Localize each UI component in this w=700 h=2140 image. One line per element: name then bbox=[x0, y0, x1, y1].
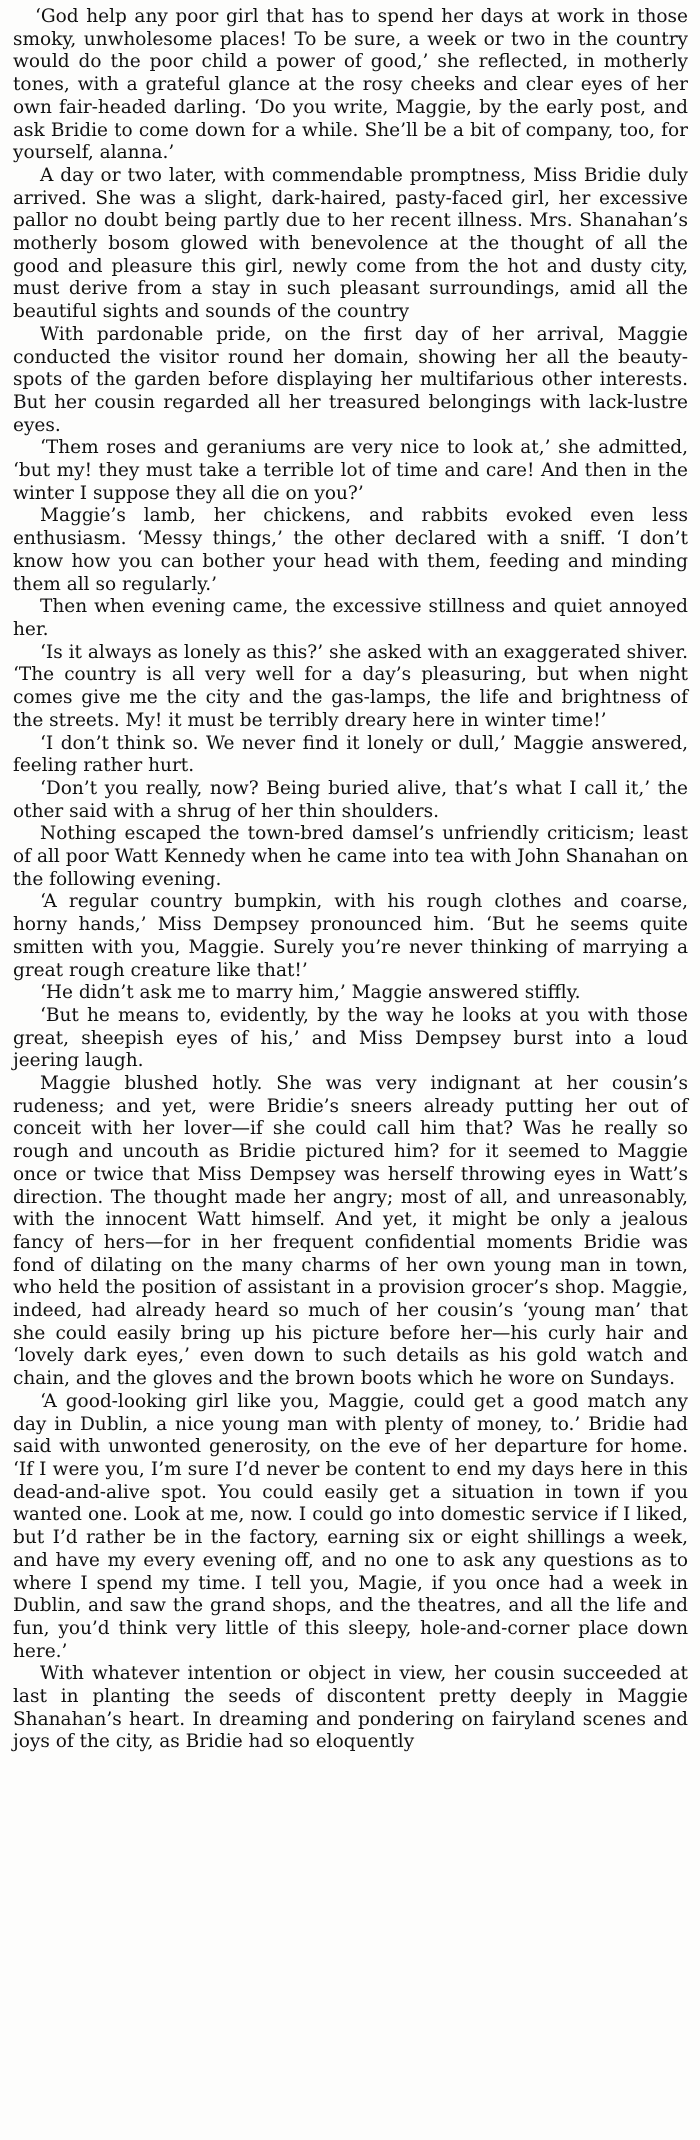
paragraph: ‘Don’t you really, now? Being buried alive, that’s what I call it,’ the other said with a shrug of her thin shoulders. bbox=[13, 777, 688, 822]
paragraph: Maggie’s lamb, her chickens, and rabbits evoked even less enthusiasm. ‘Messy things,’ the other declared with a sniff. ‘I don’t know how you can bother your head with them, feeding and minding them all so regularly.’ bbox=[13, 505, 688, 595]
paragraph: ‘I don’t think so. We never find it lonely or dull,’ Maggie answered, feeling rather hurt. bbox=[13, 732, 688, 777]
paragraph: Then when evening came, the excessive stillness and quiet annoyed her. bbox=[13, 596, 688, 640]
paragraph: ‘He didn’t ask me to marry him,’ Maggie answered stiffly. bbox=[40, 982, 581, 1004]
paragraph: ‘But he means to, evidently, by the way he looks at you with those great, sheepish eyes of his,’ and Miss Dempsey burst into a loud jeering laugh. bbox=[13, 1004, 688, 1072]
paragraph: With whatever intention or object in view, her cousin succeeded at last in planting the seeds of discontent pretty deeply in Maggie Shanahan’s heart. In dreaming and pondering on fairyland scenes and joys of the city, as Bridie had so eloquently bbox=[13, 1663, 688, 1753]
paragraph: ‘Them roses and geraniums are very nice to look at,’ she admitted, ‘but my! they must take a terrible lot of time and care! And then in the winter I suppose they all die on you?’ bbox=[13, 437, 688, 504]
text-column bbox=[13, 6, 688, 1754]
paragraph: Nothing escaped the town-bred damsel’s unfriendly criticism; least of all poor Watt Kennedy when he came into tea with John Shanahan on the following evening. bbox=[13, 823, 688, 890]
paragraph: Maggie blushed hotly. She was very indignant at her cousin’s rudeness; and yet, were Bridie’s sneers already putting her out of conceit with her lover—if she could call him that? Was he really so rough and uncouth as Bridie pictured him? for it seemed to Maggie once or twice that Miss Dempsey was herself throwing eyes in Watt’s direction. The thought made her angry; most of all, and unreasonably, with the innocent Watt himself. And yet, it might be only a jealous fancy of hers—for in her frequent confidential moments Bridie was fond of dilating on the many charms of her own young man in town, who held the position of assistant in a provision grocer’s shop. Maggie, indeed, had already heard so much of her cousin’s ‘young man’ that she could easily bring up his picture before her—his curly hair and ‘lovely dark eyes,’ even down to such details as his gold watch and chain, and the gloves and the brown boots which he wore on Sundays. bbox=[13, 1073, 688, 1390]
paragraph: A day or two later, with commendable promptness, Miss Bridie duly arrived. She was a slight, dark-haired, pasty-faced girl, her excessive pallor no doubt being partly due to her recent illness. Mrs. Shanahan’s motherly bosom glowed with benevolence at the thought of all the good and pleasure this girl, newly come from the hot and dusty city, must derive from a stay in such pleasant surroundings, amid all the beautiful sights and sounds of the country bbox=[13, 164, 688, 323]
paragraph: ‘A regular country bumpkin, with his rough clothes and coarse, horny hands,’ Miss Dempsey pronounced him. ‘But he seems quite smitten with you, Maggie. Surely you’re never thinking of marrying a great rough creature like that!’ bbox=[13, 891, 688, 981]
paragraph: ‘God help any poor girl that has to spend her days at work in those smoky, unwholesome places! To be sure, a week or two in the country would do the poor child a power of good,’ she reflected, in motherly tones, with a grateful glance at the rosy cheeks and clear eyes of her own fair-headed darling. ‘Do you write, Maggie, by the early post, and ask Bridie to come down for a while. She’ll be a bit of company, too, for yourself, alanna.’ bbox=[13, 6, 688, 164]
paragraph: ‘A good-looking girl like you, Maggie, could get a good match any day in Dublin, a nice young man with plenty of money, to.’ Bridie had said with unwonted generosity, on the eve of her departure for home. ‘If I were you, I’m sure I’d never be content to end my days here in this dead-and-alive spot. You could easily get a situation in town if you wanted one. Look at me, now. I could go into domestic service if I liked, but I’d rather be in the factory, earning six or eight shillings a week, and have my every evening off, and no one to ask any questions as to where I spend my time. I tell you, Magie, if you once had a week in Dublin, and saw the grand shops, and the theatres, and all the life and fun, you’d think very little of this sleepy, hole-and-corner place down here.’ bbox=[13, 1390, 688, 1662]
paragraph: ‘Is it always as lonely as this?’ she asked with an exaggerated shiver. ‘The country is all very well for a day’s pleasuring, but when night comes give me the city and the gas-lamps, the life and brightness of the streets. My! it must be terribly dreary here in winter time!’ bbox=[13, 641, 688, 731]
paragraph: With pardonable pride, on the first day of her arrival, Maggie conducted the visitor round her domain, showing her all the beauty-spots of the garden before displaying her multifarious other interests. But her cousin regarded all her treasured belongings with lack-lustre eyes. bbox=[13, 323, 688, 436]
